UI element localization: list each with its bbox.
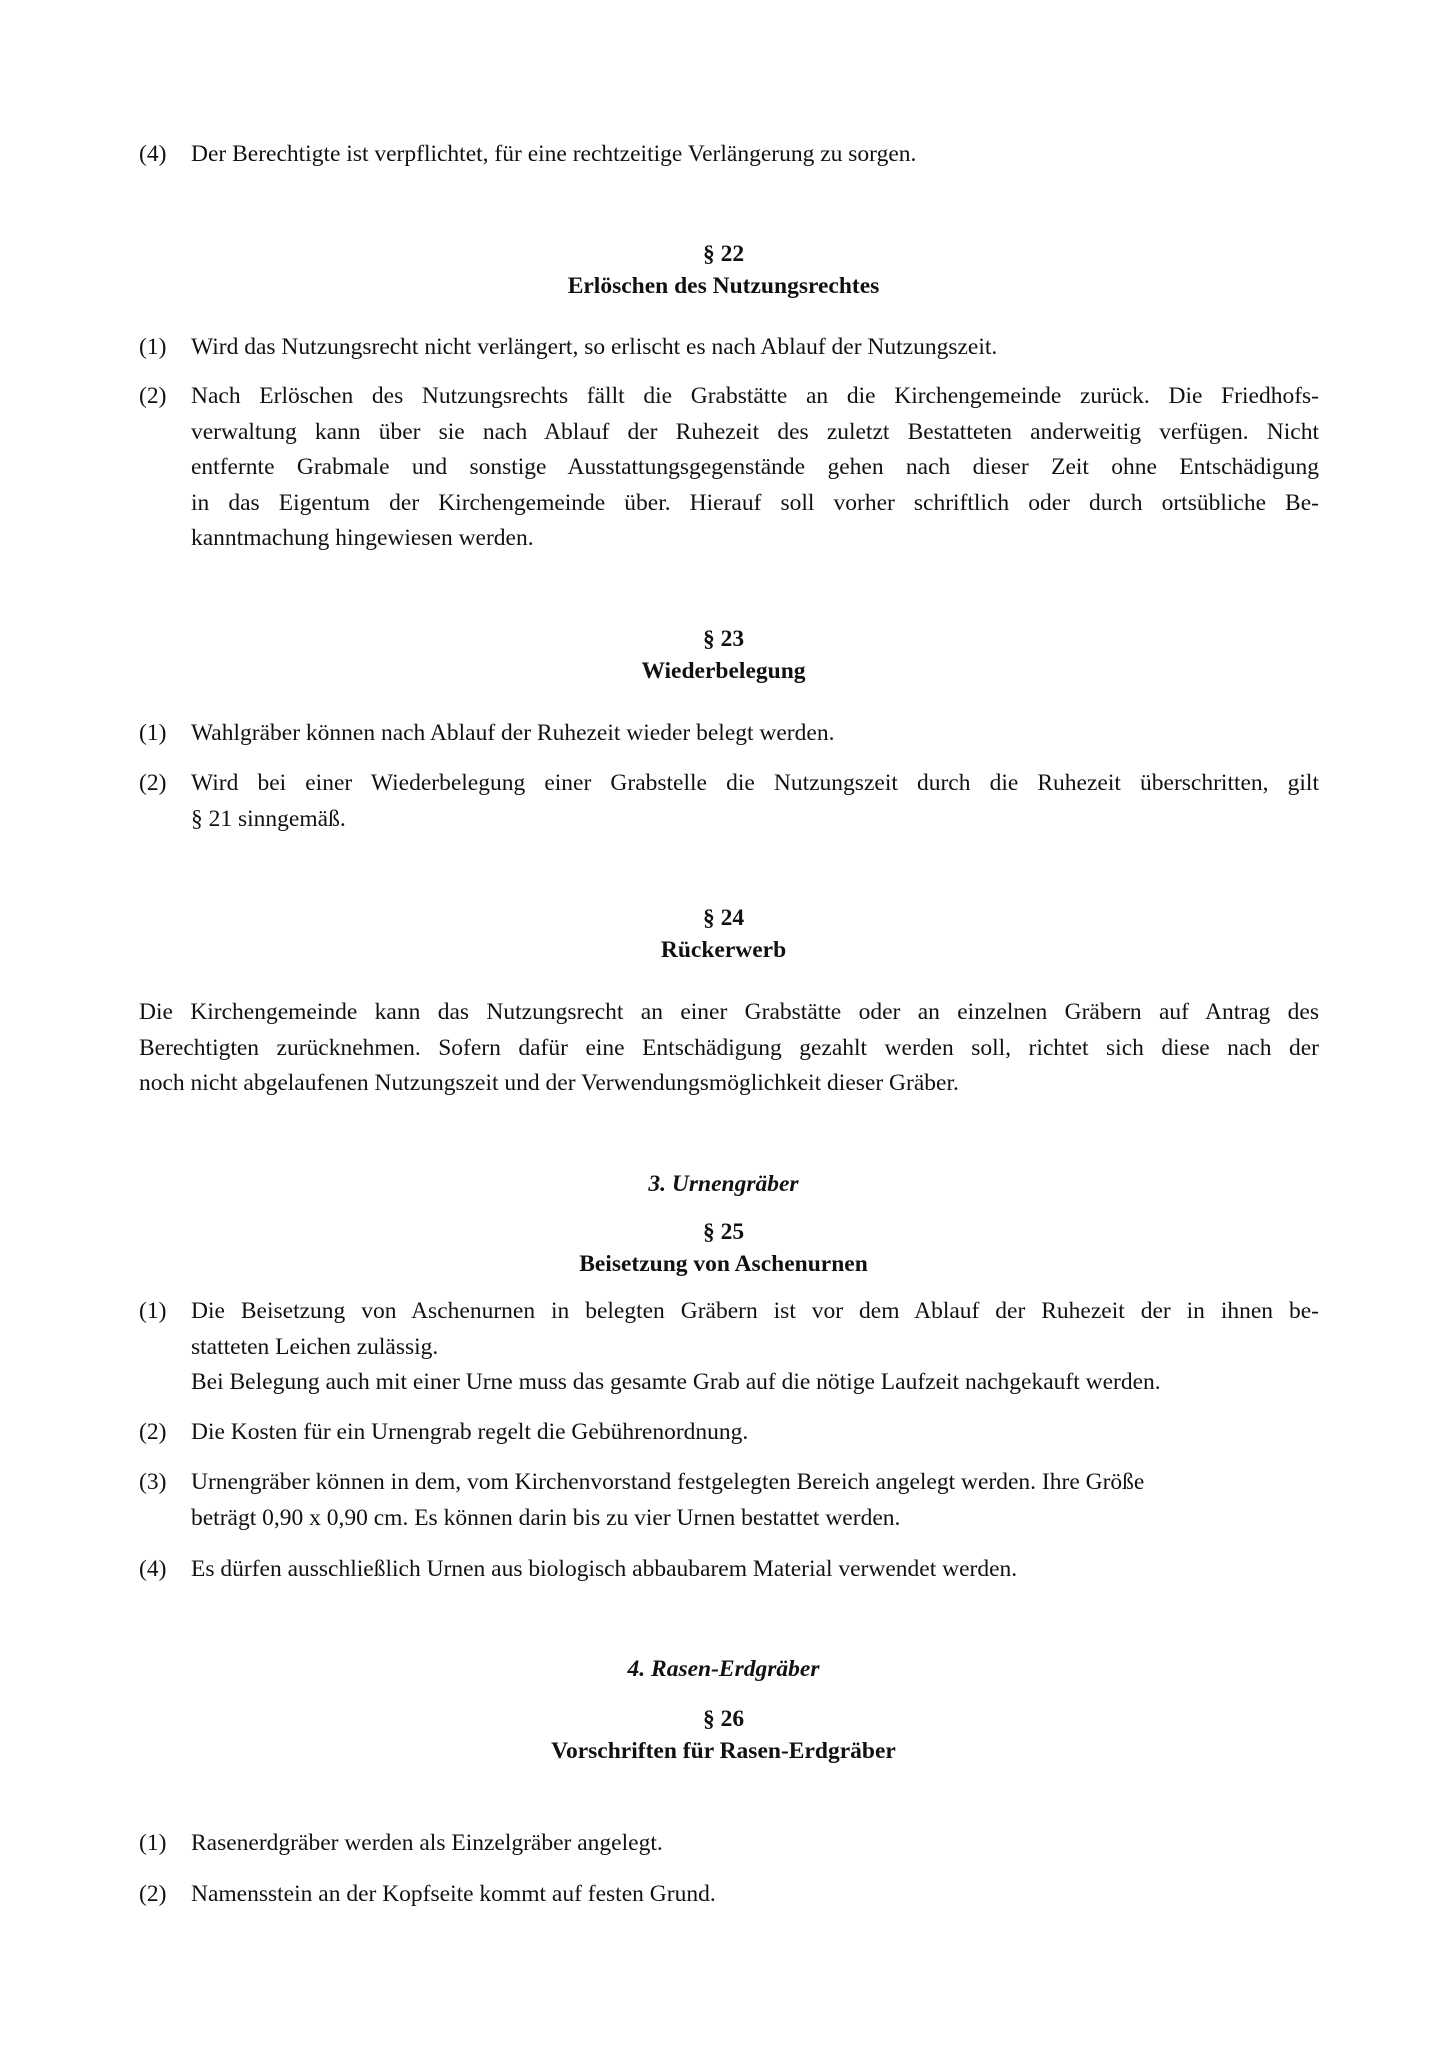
paragraph-number: (4) [139, 141, 167, 167]
text-line: Wahlgräber können nach Ablauf der Ruhezeit wieder belegt werden. [191, 720, 835, 746]
text-line: Wird bei einer Wiederbelegung einer Grabstelle die Nutzungszeit durch die Ruhezeit überschritten, gilt [191, 770, 1319, 796]
text-line: in das Eigentum der Kirchengemeinde über. Hierauf soll vorher schriftlich oder durch ortsübliche Be- [191, 489, 1319, 516]
text-line: Die Kirchengemeinde kann das Nutzungsrecht an einer Grabstätte oder an einzelnen Gräbern auf Antrag des [139, 999, 1319, 1025]
text-line: Nach Erlöschen des Nutzungsrechts fällt die Grabstätte an die Kirchengemeinde zurück. Die Friedhofs- [191, 383, 1319, 409]
paragraph-number: (2) [139, 1419, 167, 1445]
paragraph-24 [139, 995, 1319, 1102]
section-title-22: Erlöschen des Nutzungsrechtes [567, 273, 880, 299]
text-line: Rasenerdgräber werden als Einzelgräber angelegt. [191, 1830, 663, 1856]
paragraph-number: (2) [139, 770, 167, 796]
text-line: noch nicht abgelaufenen Nutzungszeit und der Verwendungsmöglichkeit dieser Gräber. [139, 1070, 959, 1097]
paragraph-number: (3) [139, 1469, 167, 1495]
section-number-25: § 25 [702, 1219, 745, 1245]
section-title-25: Beisetzung von Aschenurnen [579, 1251, 868, 1277]
paragraph-number: (1) [139, 720, 167, 746]
text-line: Berechtigten zurücknehmen. Sofern dafür eine Entschädigung gezahlt werden soll, richtet sich diese nach der [139, 1034, 1319, 1061]
text-line: statteten Leichen zulässig. [191, 1333, 439, 1360]
chapter-heading-3: 3. Urnengräber [648, 1171, 799, 1197]
section-title-23: Wiederbelegung [641, 658, 806, 684]
text-line: Urnengräber können in dem, vom Kirchenvorstand festgelegten Bereich angelegt werden. Ihre Größe [191, 1469, 1145, 1495]
section-number-23: § 23 [702, 626, 745, 652]
text-line: Der Berechtigte ist verpflichtet, für eine rechtzeitige Verlängerung zu sorgen. [191, 141, 917, 167]
section-number-22: § 22 [702, 241, 745, 267]
text-line: verwaltung kann über sie nach Ablauf der Ruhezeit des zuletzt Bestatteten anderweitig verfügen. Nicht [191, 418, 1319, 445]
text-line: Es dürfen ausschließlich Urnen aus biologisch abbaubarem Material verwendet werden. [191, 1556, 1018, 1582]
paragraph-number: (1) [139, 334, 167, 360]
paragraph-number: (4) [139, 1556, 167, 1582]
section-number-26: § 26 [702, 1706, 745, 1732]
paragraph-number: (1) [139, 1830, 167, 1856]
text-line: § 21 sinngemäß. [191, 805, 346, 832]
paragraph-number: (2) [139, 383, 167, 409]
chapter-heading-4: 4. Rasen-Erdgräber [627, 1656, 820, 1682]
section-title-24: Rückerwerb [660, 937, 787, 963]
paragraph-number: (2) [139, 1881, 167, 1907]
section-title-26: Vorschriften für Rasen-Erdgräber [551, 1738, 896, 1764]
text-line: Wird das Nutzungsrecht nicht verlängert, so erlischt es nach Ablauf der Nutzungszeit. [191, 334, 998, 360]
text-line: Die Kosten für ein Urnengrab regelt die Gebührenordnung. [191, 1419, 749, 1445]
text-line: kanntmachung hingewiesen werden. [191, 525, 534, 552]
section-number-24: § 24 [702, 905, 745, 931]
text-line: Bei Belegung auch mit einer Urne muss das gesamte Grab auf die nötige Laufzeit nachgekauft werden. [191, 1369, 1161, 1396]
text-line: Die Beisetzung von Aschenurnen in belegten Gräbern ist vor dem Ablauf der Ruhezeit der in ihnen be- [191, 1298, 1319, 1324]
paragraph-number: (1) [139, 1298, 167, 1324]
text-line: Namensstein an der Kopfseite kommt auf festen Grund. [191, 1881, 716, 1907]
text-line: beträgt 0,90 x 0,90 cm. Es können darin bis zu vier Urnen bestattet werden. [191, 1504, 901, 1531]
text-line: entfernte Grabmale und sonstige Ausstattungsgegenstände gehen nach dieser Zeit ohne Entschädigung [191, 454, 1319, 481]
